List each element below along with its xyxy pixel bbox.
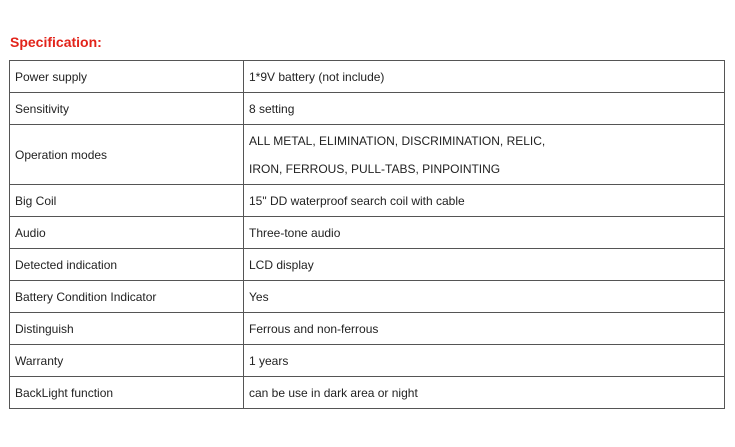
row-value [244, 281, 725, 313]
power-supply-value: 1*9V battery (not include) [249, 69, 385, 84]
spec-heading: Specification: [10, 34, 102, 50]
row-value [244, 377, 725, 409]
spec-table [9, 60, 725, 409]
sensitivity-value: 8 setting [249, 101, 295, 116]
row-label [10, 217, 244, 249]
big-coil-value: 15" DD waterproof search coil with cable [249, 193, 465, 208]
table-row [10, 185, 725, 217]
row-value [244, 125, 725, 185]
table-row [10, 61, 725, 93]
audio-value: Three-tone audio [249, 225, 341, 240]
table-row [10, 345, 725, 377]
row-label [10, 313, 244, 345]
row-value [244, 249, 725, 281]
battery-condition-label: Battery Condition Indicator [15, 289, 157, 304]
operation-modes-line-2: IRON, FERROUS, PULL-TABS, PINPOINTING [249, 161, 501, 176]
table-row [10, 377, 725, 409]
detected-indication-value: LCD display [249, 257, 314, 272]
battery-condition-value: Yes [249, 289, 269, 304]
row-label [10, 281, 244, 313]
operation-modes-line-1: ALL METAL, ELIMINATION, DISCRIMINATION, RELIC, [249, 133, 546, 148]
sensitivity-label: Sensitivity [15, 101, 70, 116]
warranty-label: Warranty [15, 353, 64, 368]
backlight-label: BackLight function [15, 385, 114, 400]
row-value [244, 217, 725, 249]
row-label [10, 377, 244, 409]
row-value [244, 93, 725, 125]
warranty-value: 1 years [249, 353, 289, 368]
backlight-value: can be use in dark area or night [249, 385, 418, 400]
table-row [10, 125, 725, 185]
row-label [10, 249, 244, 281]
row-value [244, 61, 725, 93]
row-label [10, 93, 244, 125]
row-value [244, 313, 725, 345]
big-coil-label: Big Coil [15, 193, 57, 208]
table-row [10, 217, 725, 249]
table-row [10, 313, 725, 345]
distinguish-value: Ferrous and non-ferrous [249, 321, 379, 336]
distinguish-label: Distinguish [15, 321, 74, 336]
table-row [10, 281, 725, 313]
detected-indication-label: Detected indication [15, 257, 118, 272]
row-label [10, 61, 244, 93]
row-label [10, 185, 244, 217]
row-value [244, 345, 725, 377]
power-supply-label: Power supply [15, 69, 88, 84]
row-label [10, 345, 244, 377]
row-label [10, 125, 244, 185]
audio-label: Audio [15, 225, 46, 240]
table-row [10, 93, 725, 125]
table-row [10, 249, 725, 281]
operation-modes-label: Operation modes [15, 147, 108, 162]
row-value [244, 185, 725, 217]
